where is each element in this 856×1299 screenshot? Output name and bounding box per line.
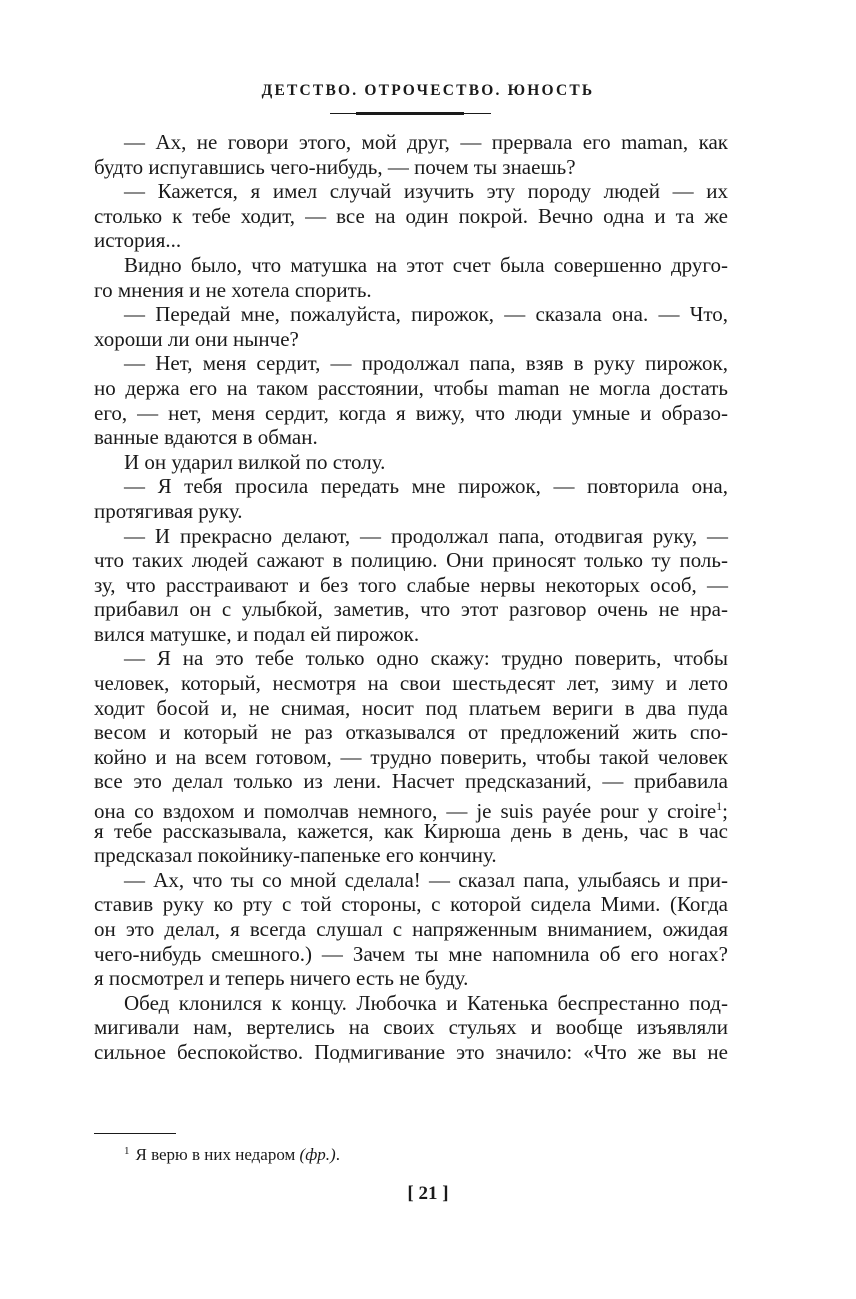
text-line [94,646,728,671]
text-line-content: чего-нибудь смешного.) — Зачем ты мне напомнила об его ногах? [94,941,728,966]
text-line [94,966,728,991]
text-line [94,474,728,499]
footnote-text: Я верю в них недаром [135,1145,300,1164]
text-line [94,548,728,573]
page-number: [ 21 ] [407,1183,449,1204]
text-line [94,425,728,450]
text-line-content: протягивая руку. [94,498,243,523]
text-line [94,499,728,524]
text-line [94,401,728,426]
text-line [94,843,728,868]
text-line [94,376,728,401]
footnote-reference[interactable]: 1 [716,799,723,814]
footnote-tail: . [335,1145,340,1164]
text-line [94,179,728,204]
text-line-content: хороши ли они нынче? [94,326,299,351]
footnote-marker: 1 [124,1145,130,1157]
text-line [94,991,728,1016]
text-line [94,278,728,303]
text-line-content: — И прекрасно делают, — продолжал папа, отодвигая руку, — [124,523,728,548]
text-line [94,450,728,475]
text-line-content: Обед клонился к концу. Любочка и Катенька беспрестанно под- [124,990,728,1015]
text-line-content: предсказал покойнику-папеньке его кончину. [94,843,497,868]
text-line [94,573,728,598]
text-line-content: ходит босой и, не снимая, носит под платьем вериги в два пуда [94,695,728,720]
text-line-content: — Ах, что ты со мной сделала! — сказал папа, улыбаясь и при- [124,867,728,892]
text-line-content: история... [94,228,182,253]
text-line [94,696,728,721]
text-line-content: но держа его на таком расстоянии, чтобы maman не могла достать [94,375,728,400]
text-line-content: койно и на всем готовом, — трудно поверить, чтобы такой человек [94,744,728,769]
text-line-tail: ; [722,799,728,824]
text-line-content: — Я тебя просила передать мне пирожок, — повторила она, [124,474,728,499]
text-line [94,155,728,180]
text-line [94,130,728,155]
text-line-content: — Нет, меня сердит, — продолжал папа, взяв в руку пирожок, [124,351,728,376]
text-line [94,769,728,794]
text-line-content: весом и который не раз отказывался от предложений жить спо- [94,720,728,745]
text-line [94,794,728,824]
text-line-content: — Передай мне, пожалуйста, пирожок, — сказала она. — Что, [124,302,728,327]
text-line [94,228,728,253]
text-line [94,253,728,278]
text-line-content: зу, что расстраивают и без того слабые нервы некоторых особ, — [94,572,728,597]
text-line-content: все это делал только из лени. Насчет предсказаний, — прибавила [94,769,728,794]
text-line [94,868,728,893]
text-line-content: — Я на это тебе только одно скажу: трудно поверить, чтобы [124,646,728,671]
text-line-content: я тебе рассказывала, кажется, как Кирюша день в день, час в час [94,818,728,843]
text-line [94,622,728,647]
text-line [94,720,728,745]
text-line-content: я посмотрел и теперь ничего есть не буду. [94,966,469,991]
text-line-content: что таких людей сажают в полицию. Они приносят только ту поль- [94,548,728,573]
text-line-content: будто испугавшись чего-нибудь, — почем ты знаешь? [94,154,576,179]
text-line [94,1040,728,1065]
text-line-content: человек, который, несмотря на свои шестьдесят лет, зиму и лето [94,671,728,696]
text-line [94,204,728,229]
text-line-content: его, — нет, меня сердит, когда я вижу, что люди умные и образо- [94,400,728,425]
text-line-content: вился матушке, и подал ей пирожок. [94,621,420,646]
text-line-content: Видно было, что матушка на этот счет была совершенно друго- [124,252,728,277]
text-line-content: прибавил он с улыбкой, заметив, что этот разговор очень не нра- [94,597,728,622]
footnote-language-note: (фр.) [299,1145,336,1164]
footnote-rule [94,1133,176,1134]
text-line-content: он это делал, я всегда слушал с напряженным вниманием, ожидая [94,917,728,941]
text-line [94,671,728,696]
text-line-content: И он ударил вилкой по столу. [124,449,386,474]
text-line [94,942,728,967]
text-line-content: — Кажется, я имел случай изучить эту породу людей — их [124,179,728,204]
text-line-content: сильное беспокойство. Подмигивание это значило: «Что же вы не [94,1039,728,1064]
body-text [94,130,728,1065]
text-line-content: ставив руку ко рту с той стороны, с которой сидела Мими. (Когда [94,892,728,917]
text-line [94,819,728,844]
text-line [94,327,728,352]
text-line-content: столько к тебе ходит, — все на один покрой. Вечно одна и та же [94,203,728,228]
text-line-content: ванные вдаются в обман. [94,425,318,450]
text-line-content: — Ах, не говори этого, мой друг, — прервала его maman, как [124,130,728,154]
running-head-title: ДЕТСТВО. ОТРОЧЕСТВО. ЮНОСТЬ [261,82,595,99]
header-rule-accent [356,112,464,115]
text-line [94,351,728,376]
text-line [94,1015,728,1040]
text-line [94,892,728,917]
text-line [94,524,728,549]
footnote [124,1140,340,1166]
text-line [94,745,728,770]
text-line [94,597,728,622]
text-line [94,917,728,942]
text-line-content: мигивали нам, вертелись на своих стульях и вообще изъявляли [94,1015,728,1040]
text-line [94,302,728,327]
text-line-content: го мнения и не хотела спорить. [94,277,372,302]
text-line-content: она со вздохом и помолчав немного, — je suis payée pour y croire [94,799,717,824]
